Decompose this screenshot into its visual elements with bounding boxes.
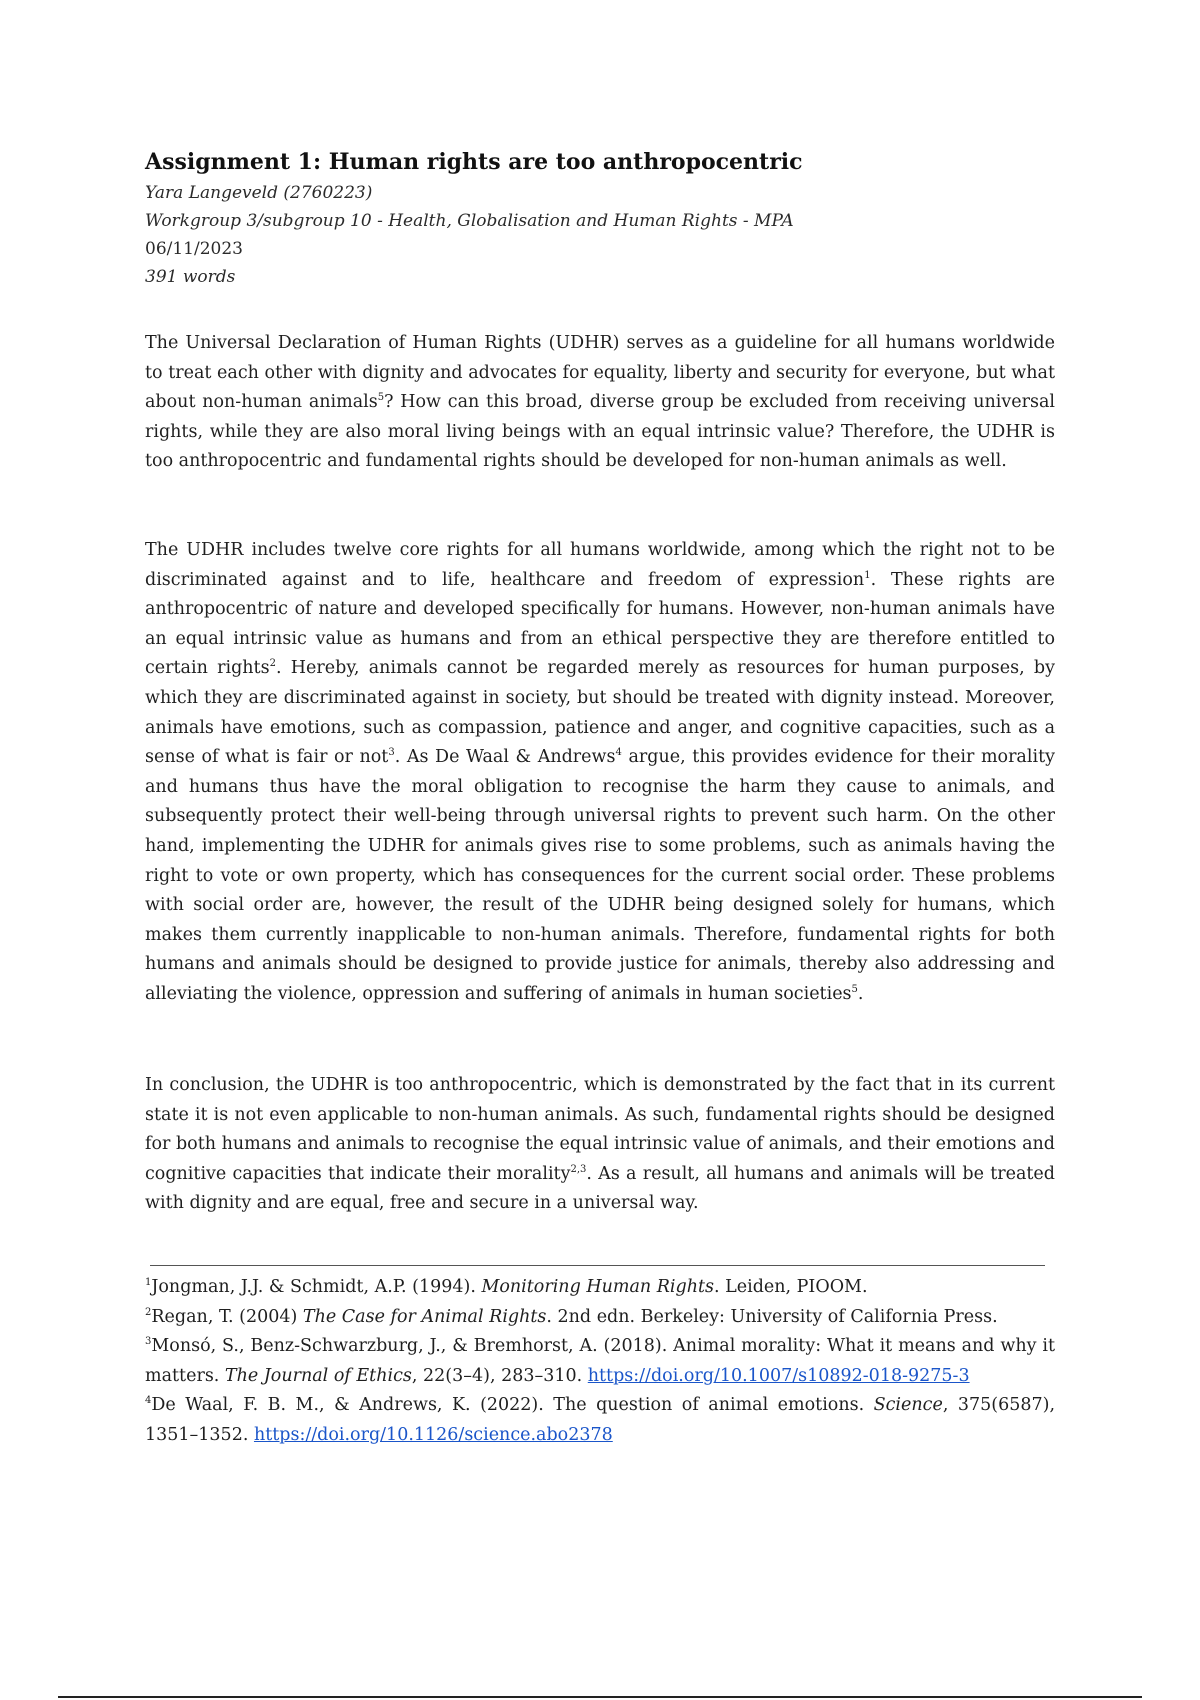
footnotes xyxy=(145,1273,1055,1451)
footnote-divider xyxy=(150,1265,1045,1266)
paragraph-conclusion: In conclusion, the UDHR is too anthropocentric, which is demonstrated by the fact that in its current state it is not even applicable to non-human animals. As such, fundamental rights should be designed for both humans and animals to recognise the equal intrinsic value of animals, and their emotions and cognitive capacities that indicate their morality$^{2,3}$. As a result, all humans and animals will be treated with dignity and are equal, free and secure in a universal way. xyxy=(145,1075,1055,1214)
paragraph-intro: The Universal Declaration of Human Rights (UDHR) serves as a guideline for all humans worldwide to treat each other with dignity and advocates for equality, liberty and security for everyone, but what about non-human animals$^5$? How can this broad, diverse group be excluded from receiving universal rights, while they are also moral living beings with an equal intrinsic value? Therefore, the UDHR is too anthropocentric and fundamental rights should be developed for non-human animals as well. xyxy=(145,333,1055,472)
footnote-ref: 1 xyxy=(864,569,871,581)
footnote-ref: 4 xyxy=(615,747,622,759)
footnote-4: $^4$De Waal, F. B. M., & Andrews, K. (2022). The question of animal emotions. Science, 375(6587), 1351–1352. https://doi.org/10.1126/science.abo2378 xyxy=(145,1395,1056,1445)
document-meta xyxy=(145,179,1055,291)
document-title: Assignment 1: Human rights are too anthropocentric xyxy=(145,149,803,175)
author-line: Yara Langeveld (2760223) xyxy=(145,183,373,203)
footnote-ref: 5 xyxy=(377,392,385,404)
course-line: Workgroup 3/subgroup 10 - Health, Globalisation and Human Rights - MPA xyxy=(145,211,794,231)
footnote-1: $^1$Jongman, J.J. & Schmidt, A.P. (1994). Monitoring Human Rights. Leiden, PIOOM. xyxy=(145,1277,868,1297)
paragraph-argument: The UDHR includes twelve core rights for all humans worldwide, among which the right not to be discriminated against and to life, healthcare and freedom of expression$^1$. These rights are anthropocentric of nature and developed specifically for humans. However, non-human animals have an equal intrinsic value as humans and from an ethical perspective they are therefore entitled to certain rights$^2$. Hereby, animals cannot be regarded merely as resources for human purposes, by which they are discriminated against in society, but should be treated with dignity instead. Moreover, animals have emotions, such as compassion, patience and anger, and cognitive capacities, such as a sense of what is fair or not$^3$. As De Waal & Andrews$^4$ argue, this provides evidence for their morality and humans thus have the moral obligation to recognise the harm they cause to animals, and subsequently protect their well-being through universal rights to prevent such harm. On the other hand, implementing the UDHR for animals gives rise to some problems, such as animals having the right to vote or own property, which has consequences for the current social order. These problems with social order are, however, the result of the UDHR being designed solely for humans, which makes them currently inapplicable to non-human animals. Therefore, fundamental rights for both humans and animals should be designed to provide justice for animals, thereby also addressing and alleviating the violence, oppression and suffering of animals in human societies$^5$. xyxy=(145,540,1056,1004)
date-line: 06/11/2023 xyxy=(145,239,243,259)
footnote-ref: 2,3 xyxy=(570,1163,587,1175)
word-count: 391 words xyxy=(145,267,236,287)
footnote-ref: 5 xyxy=(851,984,858,996)
footnote-3: $^3$Monsó, S., Benz-Schwarzburg, J., & Bremhorst, A. (2018). Animal morality: What it means and why it matters. The Journal of Ethics, 22(3–4), 283–310. https://doi.org/10.1007/s10892-018-9275-3 xyxy=(145,1336,1055,1386)
page-bottom-border xyxy=(58,1696,1142,1698)
doi-link[interactable]: https://doi.org/10.1126/science.abo2378 xyxy=(253,1424,613,1445)
footnote-ref: 3 xyxy=(388,747,395,759)
footnote-ref: 2 xyxy=(269,658,276,670)
doi-link[interactable]: https://doi.org/10.1007/s10892-018-9275-3 xyxy=(587,1365,970,1386)
document-page xyxy=(145,145,1056,1445)
footnote-2: $^2$Regan, T. (2004) The Case for Animal Rights. 2nd edn. Berkeley: University of California Press. xyxy=(145,1306,998,1327)
